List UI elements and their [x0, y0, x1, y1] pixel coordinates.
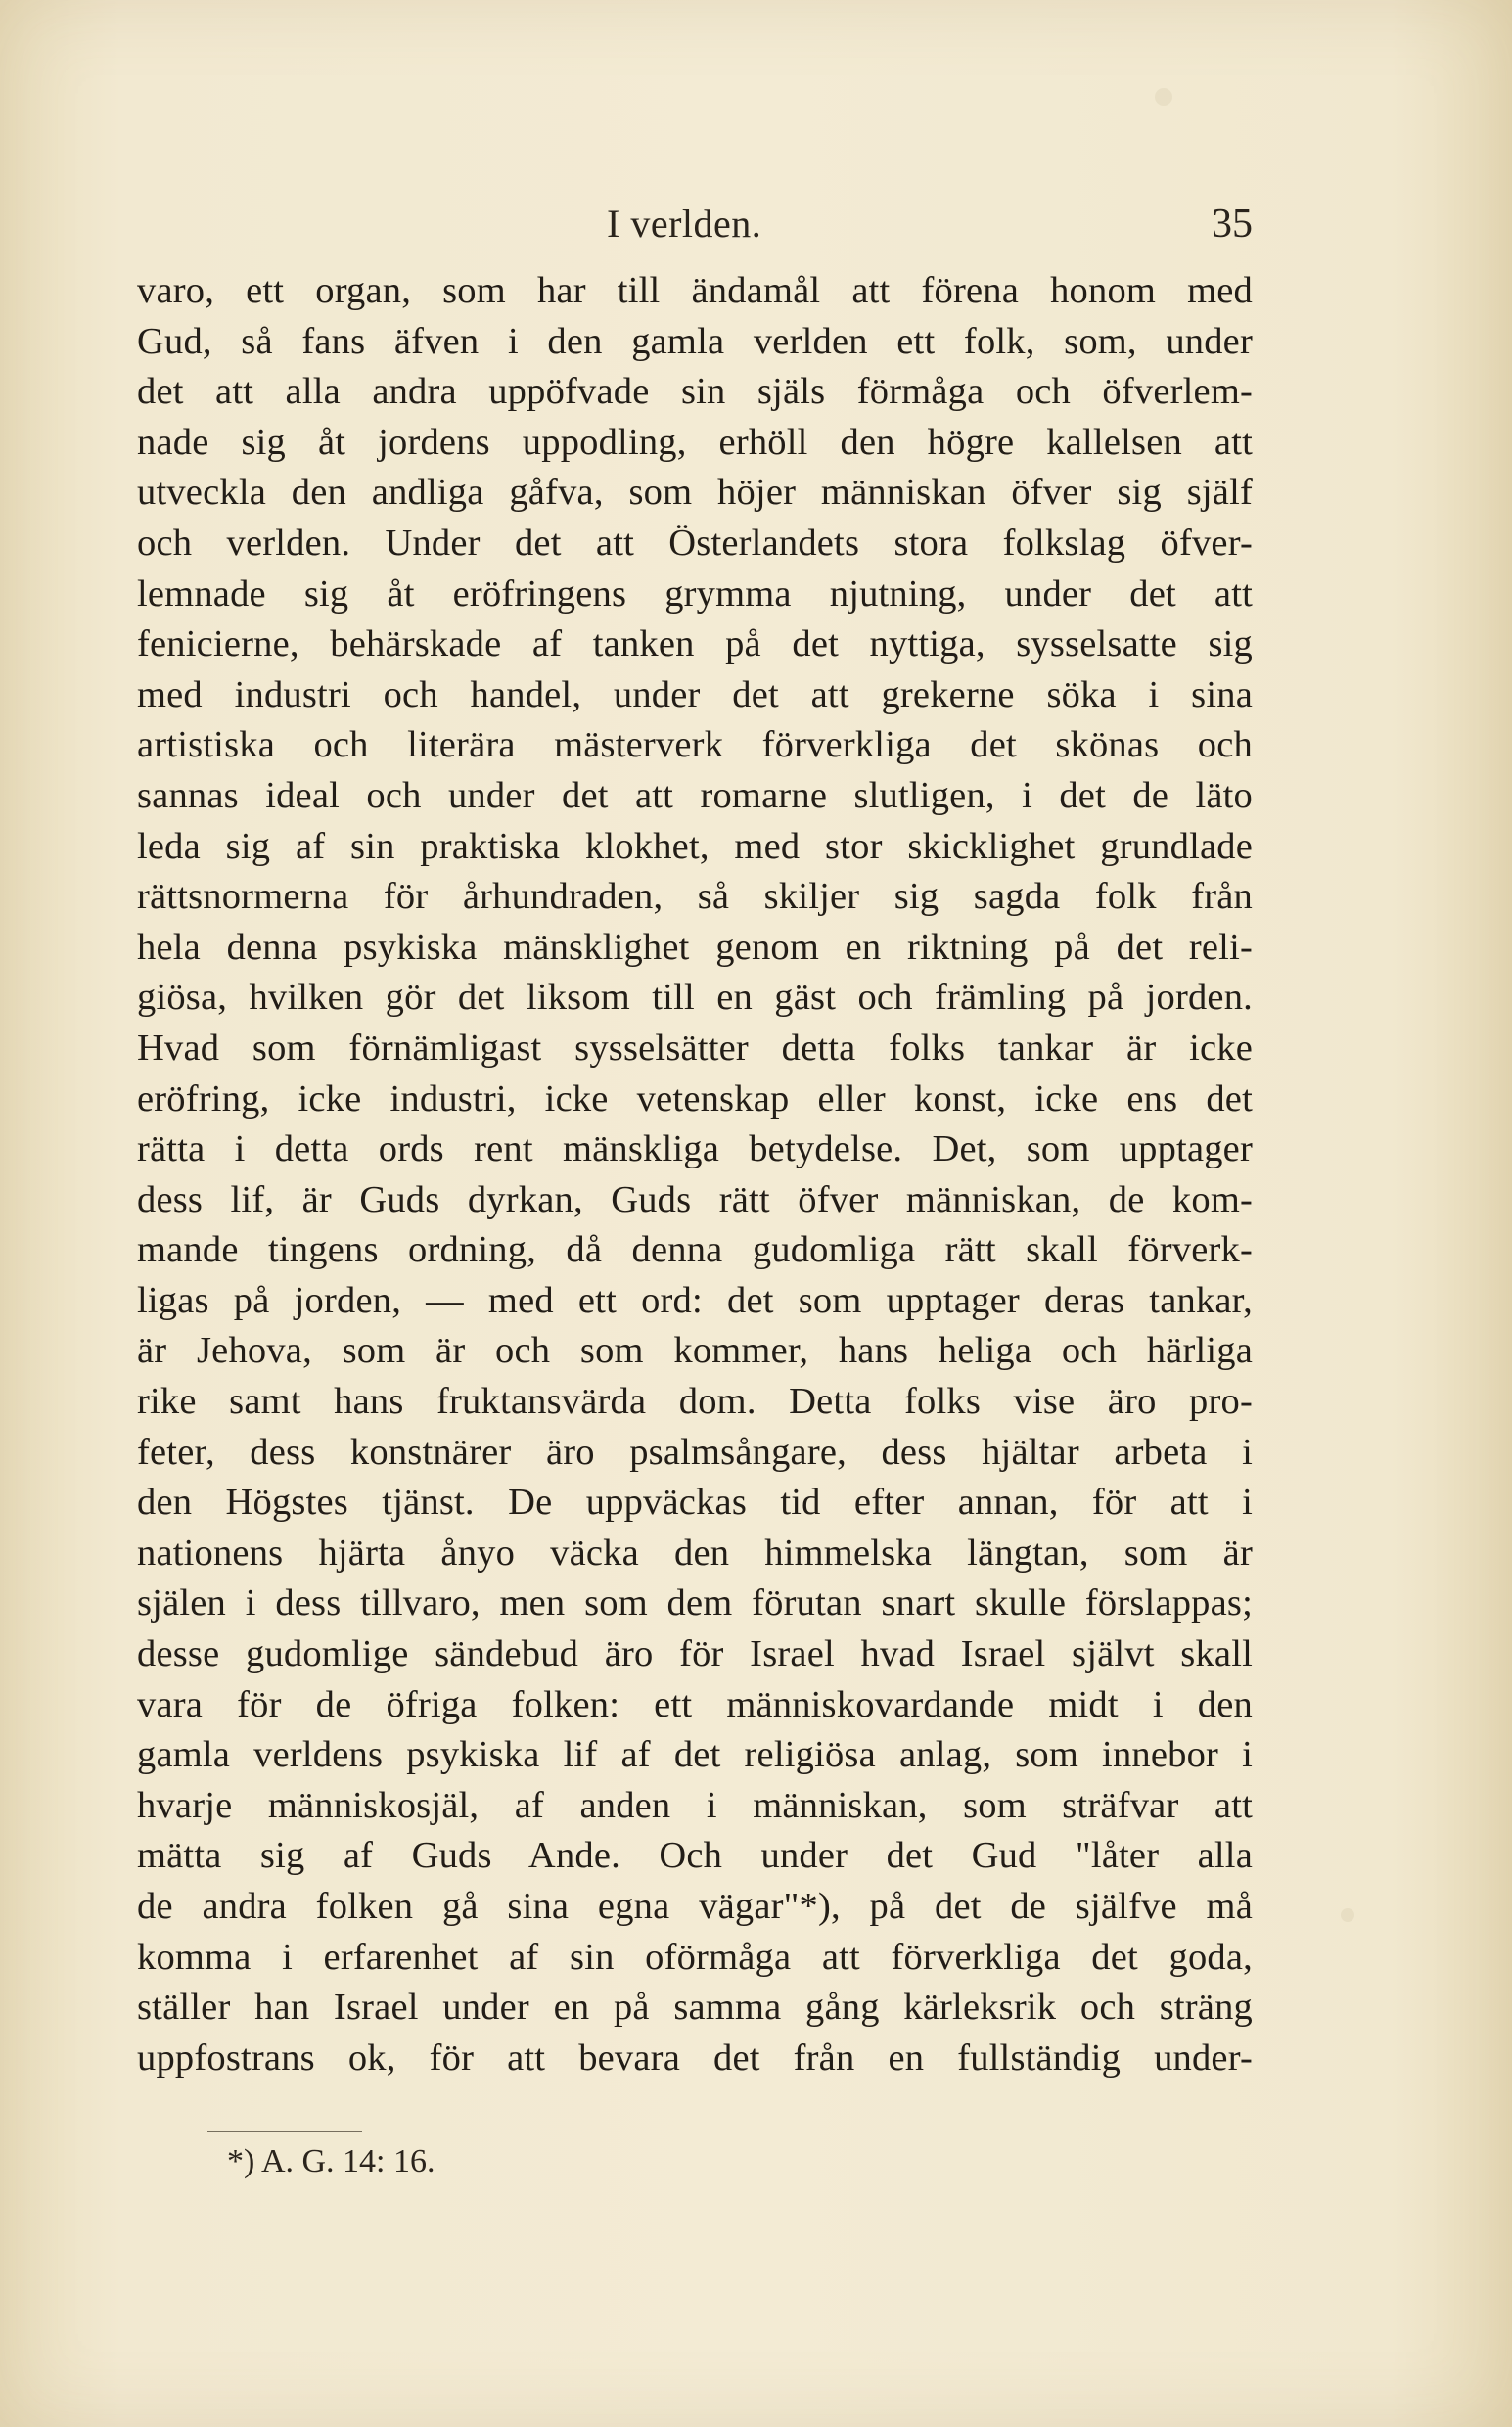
text-line: hela denna psykiska mänsklighet genom en riktning på det reli-: [137, 926, 1253, 968]
text-line: feter, dess konstnärer äro psalmsångare, dess hjältar arbeta i: [137, 1431, 1253, 1473]
body-text: [137, 266, 1253, 2084]
text-line: uppfostrans ok, för att bevara det från en fullständig under-: [137, 2037, 1253, 2079]
text-line: själen i dess tillvaro, men som dem förutan snart skulle förslappas;: [137, 1582, 1253, 1625]
paper-spot: [1155, 88, 1172, 106]
text-line: utveckla den andliga gåfva, som höjer människan öfver sig själf: [137, 472, 1253, 514]
text-line: nationens hjärta ånyo väcka den himmelska längtan, som är: [137, 1532, 1253, 1574]
running-head: I verlden.: [607, 202, 762, 246]
footnote-rule: [207, 2131, 362, 2132]
text-line: sannas ideal och under det att romarne slutligen, i det de läto: [137, 774, 1253, 816]
text-line: är Jehova, som är och som kommer, hans heliga och härliga: [137, 1330, 1253, 1372]
text-line: det att alla andra uppöfvade sin själs förmåga och öfverlem-: [137, 371, 1253, 413]
paper-spot: [1341, 1908, 1354, 1922]
text-line: den Högstes tjänst. De uppväckas tid efter annan, för att i: [137, 1482, 1253, 1524]
page-number: 35: [1212, 202, 1253, 247]
text-line: dess lif, är Guds dyrkan, Guds rätt öfver människan, de kom-: [137, 1178, 1253, 1220]
text-line: Gud, så fans äfven i den gamla verlden ett folk, som, under: [137, 320, 1253, 362]
text-line: varo, ett organ, som har till ändamål att förena honom med: [137, 270, 1253, 311]
text-line: mande tingens ordning, då denna gudomliga rätt skall förverk-: [137, 1229, 1253, 1271]
text-line: leda sig af sin praktiska klokhet, med stor skicklighet grundlade: [137, 825, 1253, 867]
page-header: [147, 201, 1253, 259]
text-line: rike samt hans fruktansvärda dom. Detta folks vise äro pro-: [137, 1381, 1253, 1423]
text-line: Hvad som förnämligast sysselsätter detta folks tankar är icke: [137, 1027, 1253, 1069]
text-line: de andra folken gå sina egna vägar"*), på det de själfve må: [137, 1886, 1253, 1927]
text-line: desse gudomlige sändebud äro för Israel hvad Israel självt skall: [137, 1633, 1253, 1675]
text-line: och verlden. Under det att Österlandets stora folkslag öfver-: [137, 522, 1253, 564]
footnote: *) A. G. 14: 16.: [227, 2143, 435, 2179]
text-line: vara för de öfriga folken: ett människovardande midt i den: [137, 1683, 1253, 1725]
text-line: artistiska och literära mästerverk förverkliga det skönas och: [137, 724, 1253, 766]
text-line: giösa, hvilken gör det liksom till en gäst och främling på jorden.: [137, 977, 1253, 1019]
text-line: med industri och handel, under det att grekerne söka i sina: [137, 673, 1253, 715]
text-line: fenicierne, behärskade af tanken på det nyttiga, sysselsatte sig: [137, 623, 1253, 665]
text-line: eröfring, icke industri, icke vetenskap eller konst, icke ens det: [137, 1077, 1253, 1120]
text-line: lemnade sig åt eröfringens grymma njutning, under det att: [137, 572, 1253, 615]
text-line: gamla verldens psykiska lif af det religiösa anlag, som innebor i: [137, 1734, 1253, 1776]
text-line: komma i erfarenhet af sin oförmåga att förverkliga det goda,: [137, 1936, 1253, 1978]
text-line: rättsnormerna för århundraden, så skiljer sig sagda folk från: [137, 876, 1253, 918]
text-line: rätta i detta ords rent mänskliga betydelse. Det, som upptager: [137, 1128, 1253, 1170]
text-line: mätta sig af Guds Ande. Och under det Gud "låter alla: [137, 1835, 1253, 1877]
text-line: nade sig åt jordens uppodling, erhöll den högre kallelsen att: [137, 421, 1253, 463]
text-line: ligas på jorden, — med ett ord: det som upptager deras tankar,: [137, 1279, 1253, 1321]
text-line: hvarje människosjäl, af anden i människan, som sträfvar att: [137, 1784, 1253, 1826]
text-line: ställer han Israel under en på samma gång kärleksrik och sträng: [137, 1987, 1253, 2029]
